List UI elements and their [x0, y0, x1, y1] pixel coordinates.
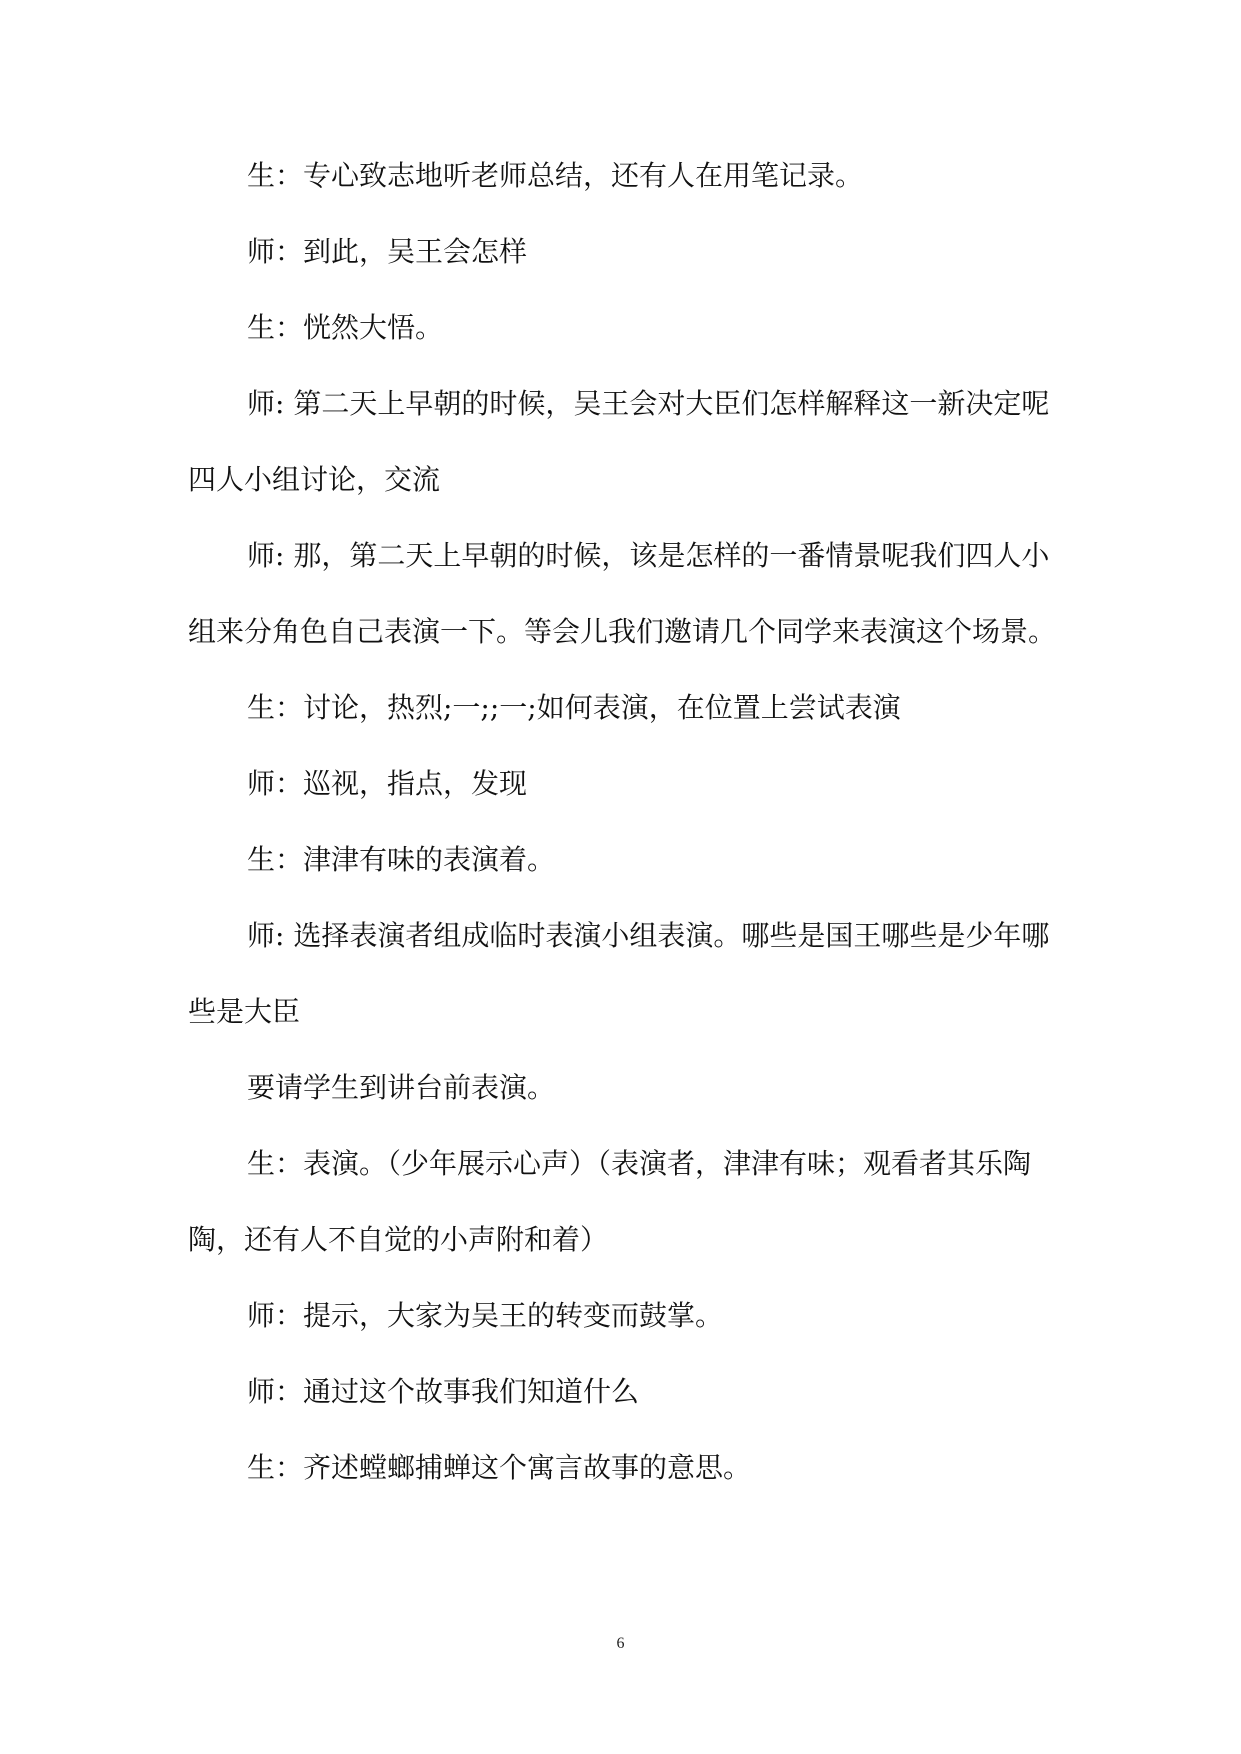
document-body [188, 138, 1058, 1506]
page-number: 6 [616, 1635, 625, 1652]
paragraph: 生：表演。（少年展示心声）（表演者，津津有味；观看者其乐陶陶，还有人不自觉的小声附和着） [188, 1147, 1032, 1256]
paragraph: 生：津津有味的表演着。 [247, 843, 556, 876]
paragraph: 师：通过这个故事我们知道什么 [247, 1375, 640, 1408]
paragraph: 要请学生到讲台前表演。 [247, 1071, 556, 1104]
paragraph: 生：专心致志地听老师总结，还有人在用笔记录。 [247, 159, 864, 192]
paragraph: 生：齐述螳螂捕蝉这个寓言故事的意思。 [247, 1451, 752, 1484]
paragraph: 师：巡视，指点，发现 [247, 767, 528, 800]
paragraph: 师: 第二天上早朝的时候，吴王会对大臣们怎样解释这一新决定呢四人小组讨论，交流 [188, 387, 1050, 496]
paragraph: 师：到此，吴王会怎样 [247, 235, 528, 268]
paragraph: 师: 那，第二天上早朝的时候，该是怎样的一番情景呢我们四人小组来分角色自己表演一下。等会儿我们邀请几个同学来表演这个场景。 [188, 539, 1057, 648]
paragraph: 生：恍然大悟。 [247, 311, 444, 344]
paragraph: 师：提示，大家为吴王的转变而鼓掌。 [247, 1299, 724, 1332]
paragraph: 师: 选择表演者组成临时表演小组表演。哪些是国王哪些是少年哪些是大臣 [188, 919, 1050, 1028]
paragraph: 生：讨论，热烈;一;;一;如何表演，在位置上尝试表演 [247, 691, 901, 724]
